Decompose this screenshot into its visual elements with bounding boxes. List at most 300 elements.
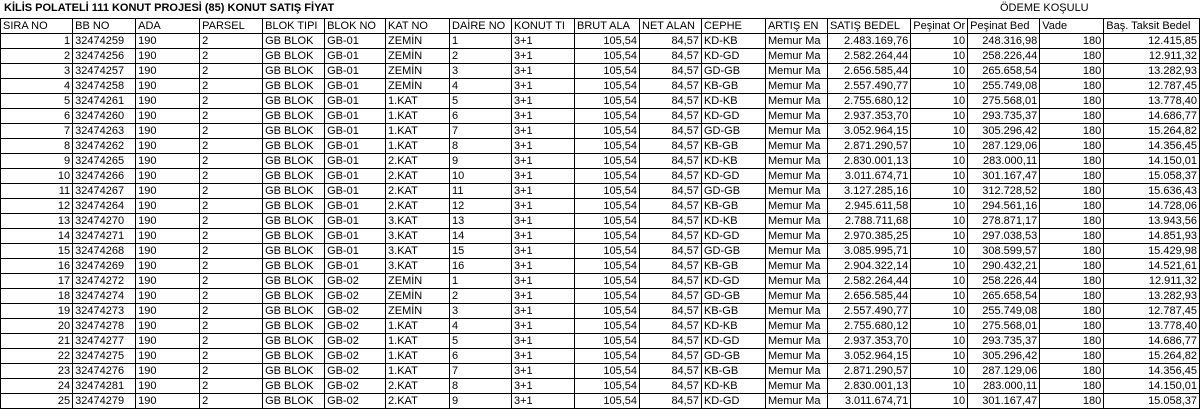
table-cell: 10 <box>911 289 968 304</box>
table-cell: 2 <box>200 349 263 364</box>
table-cell: 14.521,61 <box>1104 259 1200 274</box>
table-cell: 190 <box>136 139 200 154</box>
table-cell: 32474265 <box>73 154 136 169</box>
table-cell: 14.728,06 <box>1104 199 1200 214</box>
table-cell: 15 <box>1 244 73 259</box>
table-cell: 32474270 <box>73 214 136 229</box>
column-header: Peşinat Bed <box>968 19 1040 34</box>
table-cell: 84,57 <box>640 109 702 124</box>
table-cell: 180 <box>1040 64 1104 79</box>
table-cell: 20 <box>1 319 73 334</box>
table-cell: GB BLOK <box>263 109 325 124</box>
table-cell: 275.568,01 <box>968 94 1040 109</box>
table-cell: 2 <box>200 184 263 199</box>
table-cell: 5 <box>1 94 73 109</box>
table-cell: 180 <box>1040 319 1104 334</box>
table-cell: 180 <box>1040 199 1104 214</box>
table-cell: GB-02 <box>325 319 386 334</box>
table-cell: 190 <box>136 334 200 349</box>
table-cell: 2.755.680,12 <box>827 94 910 109</box>
column-header: ARTIŞ EN <box>765 19 827 34</box>
table-cell: 84,57 <box>640 364 702 379</box>
table-cell: 190 <box>136 274 200 289</box>
table-cell: Memur Ma <box>765 214 827 229</box>
table-cell: 10 <box>911 349 968 364</box>
table-cell: 32474258 <box>73 79 136 94</box>
table-cell: GB BLOK <box>263 334 325 349</box>
table-cell: 8 <box>450 379 512 394</box>
table-cell: 305.296,42 <box>968 124 1040 139</box>
table-cell: 3.052.964,15 <box>827 124 910 139</box>
table-cell: 2 <box>200 94 263 109</box>
table-row <box>1 334 1200 349</box>
table-cell: 2 <box>200 229 263 244</box>
table-cell: KD-KB <box>701 214 765 229</box>
table-cell: 190 <box>136 199 200 214</box>
table-cell: 1.KAT <box>386 334 450 349</box>
table-cell: GB BLOK <box>263 64 325 79</box>
table-cell: 294.561,16 <box>968 199 1040 214</box>
table-cell: 3+1 <box>512 334 575 349</box>
table-cell: GB BLOK <box>263 34 325 49</box>
table-cell: 105,54 <box>574 334 639 349</box>
table-cell: 84,57 <box>640 229 702 244</box>
table-cell: Memur Ma <box>765 319 827 334</box>
table-cell: 190 <box>136 169 200 184</box>
table-cell: GB-01 <box>325 244 386 259</box>
table-cell: GB BLOK <box>263 289 325 304</box>
table-cell: 3+1 <box>512 319 575 334</box>
table-cell: 2.871.290,57 <box>827 139 910 154</box>
table-cell: GB BLOK <box>263 139 325 154</box>
table-cell: 32474275 <box>73 349 136 364</box>
table-cell: 180 <box>1040 394 1104 409</box>
table-cell: GB BLOK <box>263 199 325 214</box>
column-header: Baş. Taksit Bedel <box>1104 19 1200 34</box>
table-cell: KB-GB <box>701 199 765 214</box>
table-cell: 84,57 <box>640 34 702 49</box>
table-cell: 3.011.674,71 <box>827 169 910 184</box>
table-cell: 7 <box>450 124 512 139</box>
table-cell: 13.778,40 <box>1104 94 1200 109</box>
sheet-title: KİLİS POLATELİ 111 KONUT PROJESİ (85) KONUT SATIŞ FİYAT <box>4 2 335 14</box>
table-cell: 1.KAT <box>386 124 450 139</box>
table-cell: 13.778,40 <box>1104 319 1200 334</box>
table-cell: 3+1 <box>512 244 575 259</box>
table-row <box>1 34 1200 49</box>
table-cell: 180 <box>1040 379 1104 394</box>
table-cell: GD-GB <box>701 244 765 259</box>
table-cell: GB-02 <box>325 334 386 349</box>
table-cell: GB-02 <box>325 394 386 409</box>
table-cell: ZEMİN <box>386 64 450 79</box>
table-cell: 8 <box>1 139 73 154</box>
table-cell: 2.945.611,58 <box>827 199 910 214</box>
table-cell: GB-01 <box>325 214 386 229</box>
table-cell: 14.686,77 <box>1104 109 1200 124</box>
table-cell: 2.871.290,57 <box>827 364 910 379</box>
table-cell: 248.316,98 <box>968 34 1040 49</box>
table-cell: 105,54 <box>574 79 639 94</box>
table-cell: 10 <box>911 364 968 379</box>
table-cell: Memur Ma <box>765 244 827 259</box>
table-cell: 180 <box>1040 34 1104 49</box>
table-cell: 2.755.680,12 <box>827 319 910 334</box>
table-cell: 190 <box>136 64 200 79</box>
table-cell: 32474276 <box>73 364 136 379</box>
table-row <box>1 64 1200 79</box>
table-cell: 10 <box>911 259 968 274</box>
table-cell: GB BLOK <box>263 169 325 184</box>
table-cell: 32474266 <box>73 169 136 184</box>
table-cell: GB-01 <box>325 79 386 94</box>
table-cell: GB-01 <box>325 124 386 139</box>
table-cell: 84,57 <box>640 64 702 79</box>
column-header: KAT NO <box>386 19 450 34</box>
table-cell: ZEMİN <box>386 34 450 49</box>
table-cell: 190 <box>136 379 200 394</box>
column-header: SATIŞ BEDEL <box>827 19 910 34</box>
table-cell: 301.167,47 <box>968 394 1040 409</box>
table-cell: 180 <box>1040 349 1104 364</box>
table-cell: 2 <box>1 49 73 64</box>
column-header: Vade <box>1040 19 1104 34</box>
table-cell: 12.787,45 <box>1104 304 1200 319</box>
table-cell: 32474274 <box>73 289 136 304</box>
column-header: BLOK NO <box>325 19 386 34</box>
table-cell: GB-01 <box>325 169 386 184</box>
table-cell: 105,54 <box>574 109 639 124</box>
table-cell: 265.658,54 <box>968 64 1040 79</box>
header-row <box>1 19 1200 34</box>
table-cell: 15.058,37 <box>1104 169 1200 184</box>
table-cell: GB BLOK <box>263 349 325 364</box>
table-row <box>1 214 1200 229</box>
table-cell: GD-GB <box>701 349 765 364</box>
table-cell: 3+1 <box>512 274 575 289</box>
table-cell: KD-GD <box>701 109 765 124</box>
table-cell: 14 <box>1 229 73 244</box>
table-cell: 3 <box>450 64 512 79</box>
table-cell: 3.052.964,15 <box>827 349 910 364</box>
table-cell: 190 <box>136 94 200 109</box>
table-cell: 312.728,52 <box>968 184 1040 199</box>
table-cell: 10 <box>911 199 968 214</box>
table-cell: 32474272 <box>73 274 136 289</box>
table-row <box>1 229 1200 244</box>
table-cell: 255.749,08 <box>968 304 1040 319</box>
table-cell: 190 <box>136 109 200 124</box>
table-cell: 32474277 <box>73 334 136 349</box>
table-cell: 25 <box>1 394 73 409</box>
table-cell: GD-GB <box>701 64 765 79</box>
table-cell: 105,54 <box>574 349 639 364</box>
table-cell: 10 <box>911 139 968 154</box>
table-cell: 2.582.264,44 <box>827 49 910 64</box>
table-cell: 3+1 <box>512 364 575 379</box>
column-header: BRUT ALA <box>574 19 639 34</box>
table-cell: 84,57 <box>640 394 702 409</box>
table-cell: 180 <box>1040 274 1104 289</box>
table-cell: 3.085.995,71 <box>827 244 910 259</box>
table-cell: 15.636,43 <box>1104 184 1200 199</box>
table-cell: 22 <box>1 349 73 364</box>
table-cell: 180 <box>1040 244 1104 259</box>
table-cell: GB BLOK <box>263 319 325 334</box>
table-cell: GB BLOK <box>263 124 325 139</box>
table-cell: GB-01 <box>325 184 386 199</box>
table-cell: 10 <box>911 394 968 409</box>
table-cell: Memur Ma <box>765 139 827 154</box>
table-cell: 32474279 <box>73 394 136 409</box>
table-cell: 180 <box>1040 229 1104 244</box>
title-row <box>0 0 1200 16</box>
table-cell: 12.911,32 <box>1104 49 1200 64</box>
table-cell: 2 <box>450 49 512 64</box>
table-cell: 2 <box>200 394 263 409</box>
table-cell: 287.129,06 <box>968 364 1040 379</box>
table-cell: 2 <box>200 109 263 124</box>
table-cell: 180 <box>1040 94 1104 109</box>
table-cell: 105,54 <box>574 229 639 244</box>
table-cell: 283.000,11 <box>968 379 1040 394</box>
table-cell: Memur Ma <box>765 49 827 64</box>
table-cell: 2.483.169,76 <box>827 34 910 49</box>
table-cell: Memur Ma <box>765 289 827 304</box>
table-cell: 32474269 <box>73 259 136 274</box>
table-cell: KD-KB <box>701 94 765 109</box>
table-cell: KD-KB <box>701 379 765 394</box>
table-cell: 1.KAT <box>386 319 450 334</box>
table-cell: 105,54 <box>574 139 639 154</box>
table-cell: 10 <box>911 379 968 394</box>
table-cell: Memur Ma <box>765 169 827 184</box>
table-cell: GD-GB <box>701 124 765 139</box>
table-cell: 2.937.353,70 <box>827 334 910 349</box>
table-cell: Memur Ma <box>765 94 827 109</box>
table-cell: 190 <box>136 304 200 319</box>
column-header: PARSEL <box>200 19 263 34</box>
table-cell: 10 <box>450 169 512 184</box>
table-cell: 105,54 <box>574 214 639 229</box>
table-row <box>1 49 1200 64</box>
table-cell: 105,54 <box>574 364 639 379</box>
table-cell: GD-GB <box>701 184 765 199</box>
table-cell: 2 <box>200 139 263 154</box>
table-cell: 293.735,37 <box>968 109 1040 124</box>
table-row <box>1 154 1200 169</box>
table-cell: 1.KAT <box>386 349 450 364</box>
column-header: ADA <box>136 19 200 34</box>
table-cell: 105,54 <box>574 199 639 214</box>
table-cell: 1.KAT <box>386 94 450 109</box>
table-cell: 190 <box>136 229 200 244</box>
table-cell: GB-02 <box>325 379 386 394</box>
table-row <box>1 379 1200 394</box>
table-cell: KB-GB <box>701 364 765 379</box>
table-cell: GB-02 <box>325 289 386 304</box>
table-cell: 180 <box>1040 259 1104 274</box>
table-row <box>1 364 1200 379</box>
table-cell: 308.599,57 <box>968 244 1040 259</box>
table-cell: 105,54 <box>574 154 639 169</box>
table-cell: 3+1 <box>512 394 575 409</box>
table-cell: GB-01 <box>325 199 386 214</box>
column-header: BB NO <box>73 19 136 34</box>
table-cell: 3.127.285,16 <box>827 184 910 199</box>
table-cell: 16 <box>1 259 73 274</box>
table-cell: 3.KAT <box>386 244 450 259</box>
table-row <box>1 274 1200 289</box>
table-cell: 2.970.385,25 <box>827 229 910 244</box>
table-cell: 190 <box>136 259 200 274</box>
table-cell: 84,57 <box>640 124 702 139</box>
table-cell: KD-KB <box>701 34 765 49</box>
table-cell: GB BLOK <box>263 394 325 409</box>
table-cell: GB BLOK <box>263 94 325 109</box>
table-cell: GB-02 <box>325 304 386 319</box>
table-cell: 84,57 <box>640 199 702 214</box>
table-cell: 3+1 <box>512 154 575 169</box>
table-cell: Memur Ma <box>765 274 827 289</box>
table-cell: ZEMİN <box>386 304 450 319</box>
table-cell: 19 <box>1 304 73 319</box>
table-cell: 258.226,44 <box>968 274 1040 289</box>
table-row <box>1 169 1200 184</box>
table-cell: ZEMİN <box>386 289 450 304</box>
table-cell: 190 <box>136 364 200 379</box>
table-cell: Memur Ma <box>765 349 827 364</box>
table-cell: 3+1 <box>512 139 575 154</box>
table-cell: 7 <box>450 364 512 379</box>
table-cell: 3+1 <box>512 79 575 94</box>
table-cell: 3+1 <box>512 169 575 184</box>
table-cell: 180 <box>1040 304 1104 319</box>
table-cell: KD-GD <box>701 394 765 409</box>
table-row <box>1 184 1200 199</box>
table-cell: 3+1 <box>512 109 575 124</box>
table-cell: 6 <box>450 109 512 124</box>
table-cell: 2 <box>200 199 263 214</box>
table-cell: 180 <box>1040 109 1104 124</box>
table-cell: 2 <box>200 379 263 394</box>
table-cell: GB-01 <box>325 259 386 274</box>
table-cell: 32474256 <box>73 49 136 64</box>
column-header: BLOK TIPI <box>263 19 325 34</box>
table-cell: 9 <box>450 154 512 169</box>
table-cell: 190 <box>136 349 200 364</box>
table-cell: 258.226,44 <box>968 49 1040 64</box>
table-cell: 3+1 <box>512 349 575 364</box>
table-cell: 84,57 <box>640 94 702 109</box>
table-cell: 180 <box>1040 364 1104 379</box>
table-cell: 17 <box>1 274 73 289</box>
table-cell: 10 <box>911 304 968 319</box>
table-cell: 32474273 <box>73 304 136 319</box>
table-cell: 180 <box>1040 49 1104 64</box>
table-cell: Memur Ma <box>765 379 827 394</box>
table-cell: 13 <box>450 214 512 229</box>
table-cell: 84,57 <box>640 334 702 349</box>
table-cell: 2.KAT <box>386 184 450 199</box>
table-cell: 180 <box>1040 169 1104 184</box>
table-cell: 16 <box>450 259 512 274</box>
price-table <box>0 18 1200 409</box>
table-cell: Memur Ma <box>765 334 827 349</box>
table-cell: Memur Ma <box>765 154 827 169</box>
table-cell: 8 <box>450 139 512 154</box>
column-header: Peşinat Or <box>911 19 968 34</box>
column-header: DAİRE NO <box>450 19 512 34</box>
table-cell: 10 <box>911 94 968 109</box>
table-cell: 3 <box>1 64 73 79</box>
table-cell: 10 <box>911 229 968 244</box>
table-cell: 283.000,11 <box>968 154 1040 169</box>
table-cell: 15.264,82 <box>1104 124 1200 139</box>
table-cell: 293.735,37 <box>968 334 1040 349</box>
table-cell: 190 <box>136 394 200 409</box>
table-cell: 84,57 <box>640 289 702 304</box>
table-cell: 3+1 <box>512 94 575 109</box>
table-cell: 15.429,98 <box>1104 244 1200 259</box>
table-body <box>1 34 1200 409</box>
table-cell: 255.749,08 <box>968 79 1040 94</box>
table-cell: 2.656.585,44 <box>827 289 910 304</box>
table-cell: GB-01 <box>325 64 386 79</box>
table-cell: ZEMİN <box>386 274 450 289</box>
table-cell: GB BLOK <box>263 229 325 244</box>
table-cell: 84,57 <box>640 49 702 64</box>
table-row <box>1 394 1200 409</box>
table-row <box>1 349 1200 364</box>
table-cell: 14.150,01 <box>1104 379 1200 394</box>
table-cell: KB-GB <box>701 139 765 154</box>
table-cell: Memur Ma <box>765 109 827 124</box>
column-header: NET ALAN <box>640 19 702 34</box>
table-cell: 3.011.674,71 <box>827 394 910 409</box>
table-cell: 105,54 <box>574 319 639 334</box>
table-cell: 4 <box>450 319 512 334</box>
table-cell: 84,57 <box>640 349 702 364</box>
table-cell: 3+1 <box>512 64 575 79</box>
table-cell: 32474264 <box>73 199 136 214</box>
table-cell: ZEMİN <box>386 79 450 94</box>
table-cell: GB-01 <box>325 229 386 244</box>
table-cell: 2 <box>200 274 263 289</box>
table-cell: Memur Ma <box>765 394 827 409</box>
table-cell: GB BLOK <box>263 364 325 379</box>
table-cell: 10 <box>911 34 968 49</box>
table-cell: 180 <box>1040 334 1104 349</box>
table-cell: GB-01 <box>325 154 386 169</box>
table-cell: 15.264,82 <box>1104 349 1200 364</box>
table-cell: KD-KB <box>701 319 765 334</box>
table-cell: 3+1 <box>512 214 575 229</box>
table-cell: 5 <box>450 334 512 349</box>
table-cell: 2.788.711,68 <box>827 214 910 229</box>
table-cell: 2.557.490,77 <box>827 304 910 319</box>
table-cell: 10 <box>911 319 968 334</box>
table-cell: 14.686,77 <box>1104 334 1200 349</box>
table-cell: GB-02 <box>325 274 386 289</box>
table-cell: GD-GB <box>701 289 765 304</box>
table-row <box>1 199 1200 214</box>
table-cell: 15 <box>450 244 512 259</box>
table-cell: 2 <box>200 304 263 319</box>
table-cell: 2 <box>200 334 263 349</box>
table-cell: 2 <box>200 259 263 274</box>
table-cell: KD-GD <box>701 229 765 244</box>
